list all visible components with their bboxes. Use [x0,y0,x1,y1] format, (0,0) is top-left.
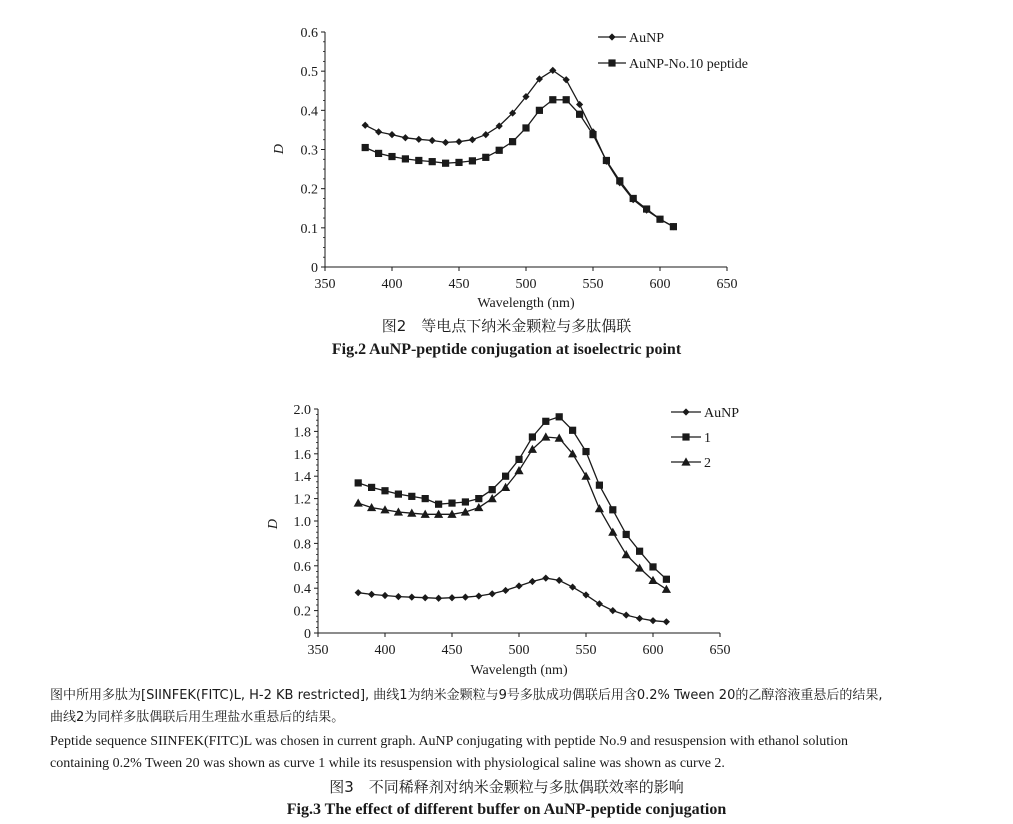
data-point [636,615,643,622]
x-tick-label: 600 [642,643,664,658]
data-point [623,611,630,618]
y-tick-label: 0.5 [300,65,318,81]
legend-marker [608,59,615,66]
x-tick-label: 350 [307,643,329,658]
data-point [475,592,482,599]
y-tick-label: 0.4 [300,104,318,120]
data-point [609,607,616,614]
y-tick-label: 0.4 [293,582,311,598]
y-axis-label: D [266,518,281,530]
y-tick-label: 0.3 [300,143,318,159]
data-point [435,501,442,508]
series-line [365,70,673,226]
data-point [514,466,523,474]
y-axis-label: D [272,143,287,155]
data-point [542,575,549,582]
data-point [608,528,617,536]
legend-marker [682,433,689,440]
data-point [663,576,670,583]
data-point [649,617,656,624]
legend-marker [608,33,615,40]
data-point [556,577,563,584]
data-point [576,111,583,118]
fig3-caption-en: Fig.3 The effect of different buffer on AuNP-peptide conjugation [286,801,727,818]
data-point [395,593,402,600]
data-point [589,131,596,138]
data-point [529,433,536,440]
data-point [388,153,395,160]
y-tick-label: 1.2 [293,492,311,508]
series-1 [362,67,677,230]
data-point [496,147,503,154]
x-tick-label: 550 [582,277,604,292]
data-point [368,591,375,598]
series-2 [362,96,677,230]
y-tick-label: 0 [311,261,318,276]
x-tick-label: 450 [441,643,463,658]
y-tick-label: 0.6 [300,26,318,41]
data-point [402,155,409,162]
data-point [482,131,489,138]
data-point [556,413,563,420]
data-point [415,136,422,143]
y-tick-label: 1.4 [293,470,311,486]
data-point [515,582,522,589]
data-point [670,223,677,230]
fig3-note-en-line2: containing 0.2% Tween 20 was shown as curve 1 while its resuspension with physiological saline was shown as curve 2. [50,756,725,771]
x-axis-label: Wavelength (nm) [477,296,575,311]
data-point [576,101,583,108]
data-point [442,139,449,146]
data-point [442,160,449,167]
y-tick-label: 0.2 [293,604,311,620]
data-point [354,498,363,506]
legend-label: AuNP-No.10 peptide [629,57,748,72]
legend-marker [682,408,689,415]
data-point [596,600,603,607]
chart-fig3 [0,385,1013,685]
data-point [656,216,663,223]
x-tick-label: 400 [374,643,396,658]
data-point [662,585,671,593]
data-point [362,122,369,129]
data-point [429,137,436,144]
series-3 [354,432,671,593]
x-tick-label: 650 [709,643,731,658]
fig3-caption-cn: 图3 不同稀释剂对纳米金颗粒与多肽偶联效率的影响 [329,778,684,796]
data-point [355,589,362,596]
y-tick-label: 0.2 [300,182,318,198]
data-point [469,136,476,143]
data-point [663,618,670,625]
data-point [368,484,375,491]
y-tick-label: 1.0 [293,515,311,530]
data-point [649,563,656,570]
data-point [489,486,496,493]
series-line [358,417,666,579]
y-tick-label: 0.1 [300,221,318,237]
data-point [563,96,570,103]
x-tick-label: 550 [575,643,597,658]
data-point [388,131,395,138]
x-tick-label: 450 [448,277,470,292]
data-point [462,594,469,601]
series-line [358,578,666,622]
data-point [595,504,604,512]
fig3-note-cn-line1: 图中所用多肽为[SIINFEK(FITC)L, H-2 KB restricted], 曲线1为纳米金颗粒与9号多肽成功偶联后用含0.2% Tween 20的乙醇溶液重悬后的结果, [50,688,883,703]
data-point [381,592,388,599]
data-point [502,473,509,480]
data-point [549,96,556,103]
data-point [569,427,576,434]
data-point [474,503,483,511]
data-point [529,578,536,585]
series-line [358,437,666,589]
data-point [616,177,623,184]
fig2-caption-cn: 图2 等电点下纳米金颗粒与多肽偶联 [381,317,632,335]
legend-label: AuNP [704,406,740,421]
data-point [603,157,610,164]
data-point [355,479,362,486]
data-point [362,144,369,151]
data-point [489,590,496,597]
data-point [448,594,455,601]
data-point [502,587,509,594]
data-point [381,487,388,494]
fig3-note-cn-line2: 曲线2为同样多肽偶联后用生理盐水重悬后的结果。 [50,710,345,725]
data-point [435,595,442,602]
series-1 [355,575,670,626]
y-tick-label: 0.6 [293,559,311,575]
data-point [408,493,415,500]
data-point [429,158,436,165]
data-point [596,482,603,489]
data-point [582,591,589,598]
x-axis-label: Wavelength (nm) [470,663,568,678]
series-line [365,100,673,227]
data-point [455,159,462,166]
x-tick-label: 400 [381,277,403,292]
chart-fig2 [0,0,1013,320]
data-point [395,491,402,498]
data-point [375,150,382,157]
data-point [482,154,489,161]
y-tick-label: 1.6 [293,447,311,463]
y-tick-label: 0 [304,627,311,642]
data-point [542,418,549,425]
data-point [375,128,382,135]
data-point [536,107,543,114]
data-point [630,195,637,202]
data-point [622,550,631,558]
data-point [422,495,429,502]
data-point [541,432,550,440]
data-point [402,134,409,141]
data-point [455,138,462,145]
fig3-note-en-line1: Peptide sequence SIINFEK(FITC)L was chosen in current graph. AuNP conjugating with peptide No.9 and resuspension with ethanol solution [50,734,848,749]
legend-label: 1 [704,431,711,446]
data-point [609,506,616,513]
x-tick-label: 600 [649,277,671,292]
data-point [448,499,455,506]
x-tick-label: 650 [716,277,738,292]
data-point [469,157,476,164]
data-point [408,594,415,601]
data-point [623,531,630,538]
data-point [636,548,643,555]
fig2-caption-en: Fig.2 AuNP-peptide conjugation at isoelectric point [331,341,682,358]
data-point [515,456,522,463]
legend-label: 2 [704,456,711,471]
data-point [462,498,469,505]
data-point [422,594,429,601]
x-tick-label: 350 [314,277,336,292]
data-point [522,124,529,131]
data-point [581,472,590,480]
data-point [582,448,589,455]
data-point [509,138,516,145]
data-point [475,495,482,502]
y-tick-label: 2.0 [293,403,311,418]
data-point [569,583,576,590]
data-point [415,157,422,164]
data-point [643,205,650,212]
legend-label: AuNP [629,31,665,46]
y-tick-label: 0.8 [293,537,311,553]
x-tick-label: 500 [515,277,537,292]
x-tick-label: 500 [508,643,530,658]
y-tick-label: 1.8 [293,425,311,441]
